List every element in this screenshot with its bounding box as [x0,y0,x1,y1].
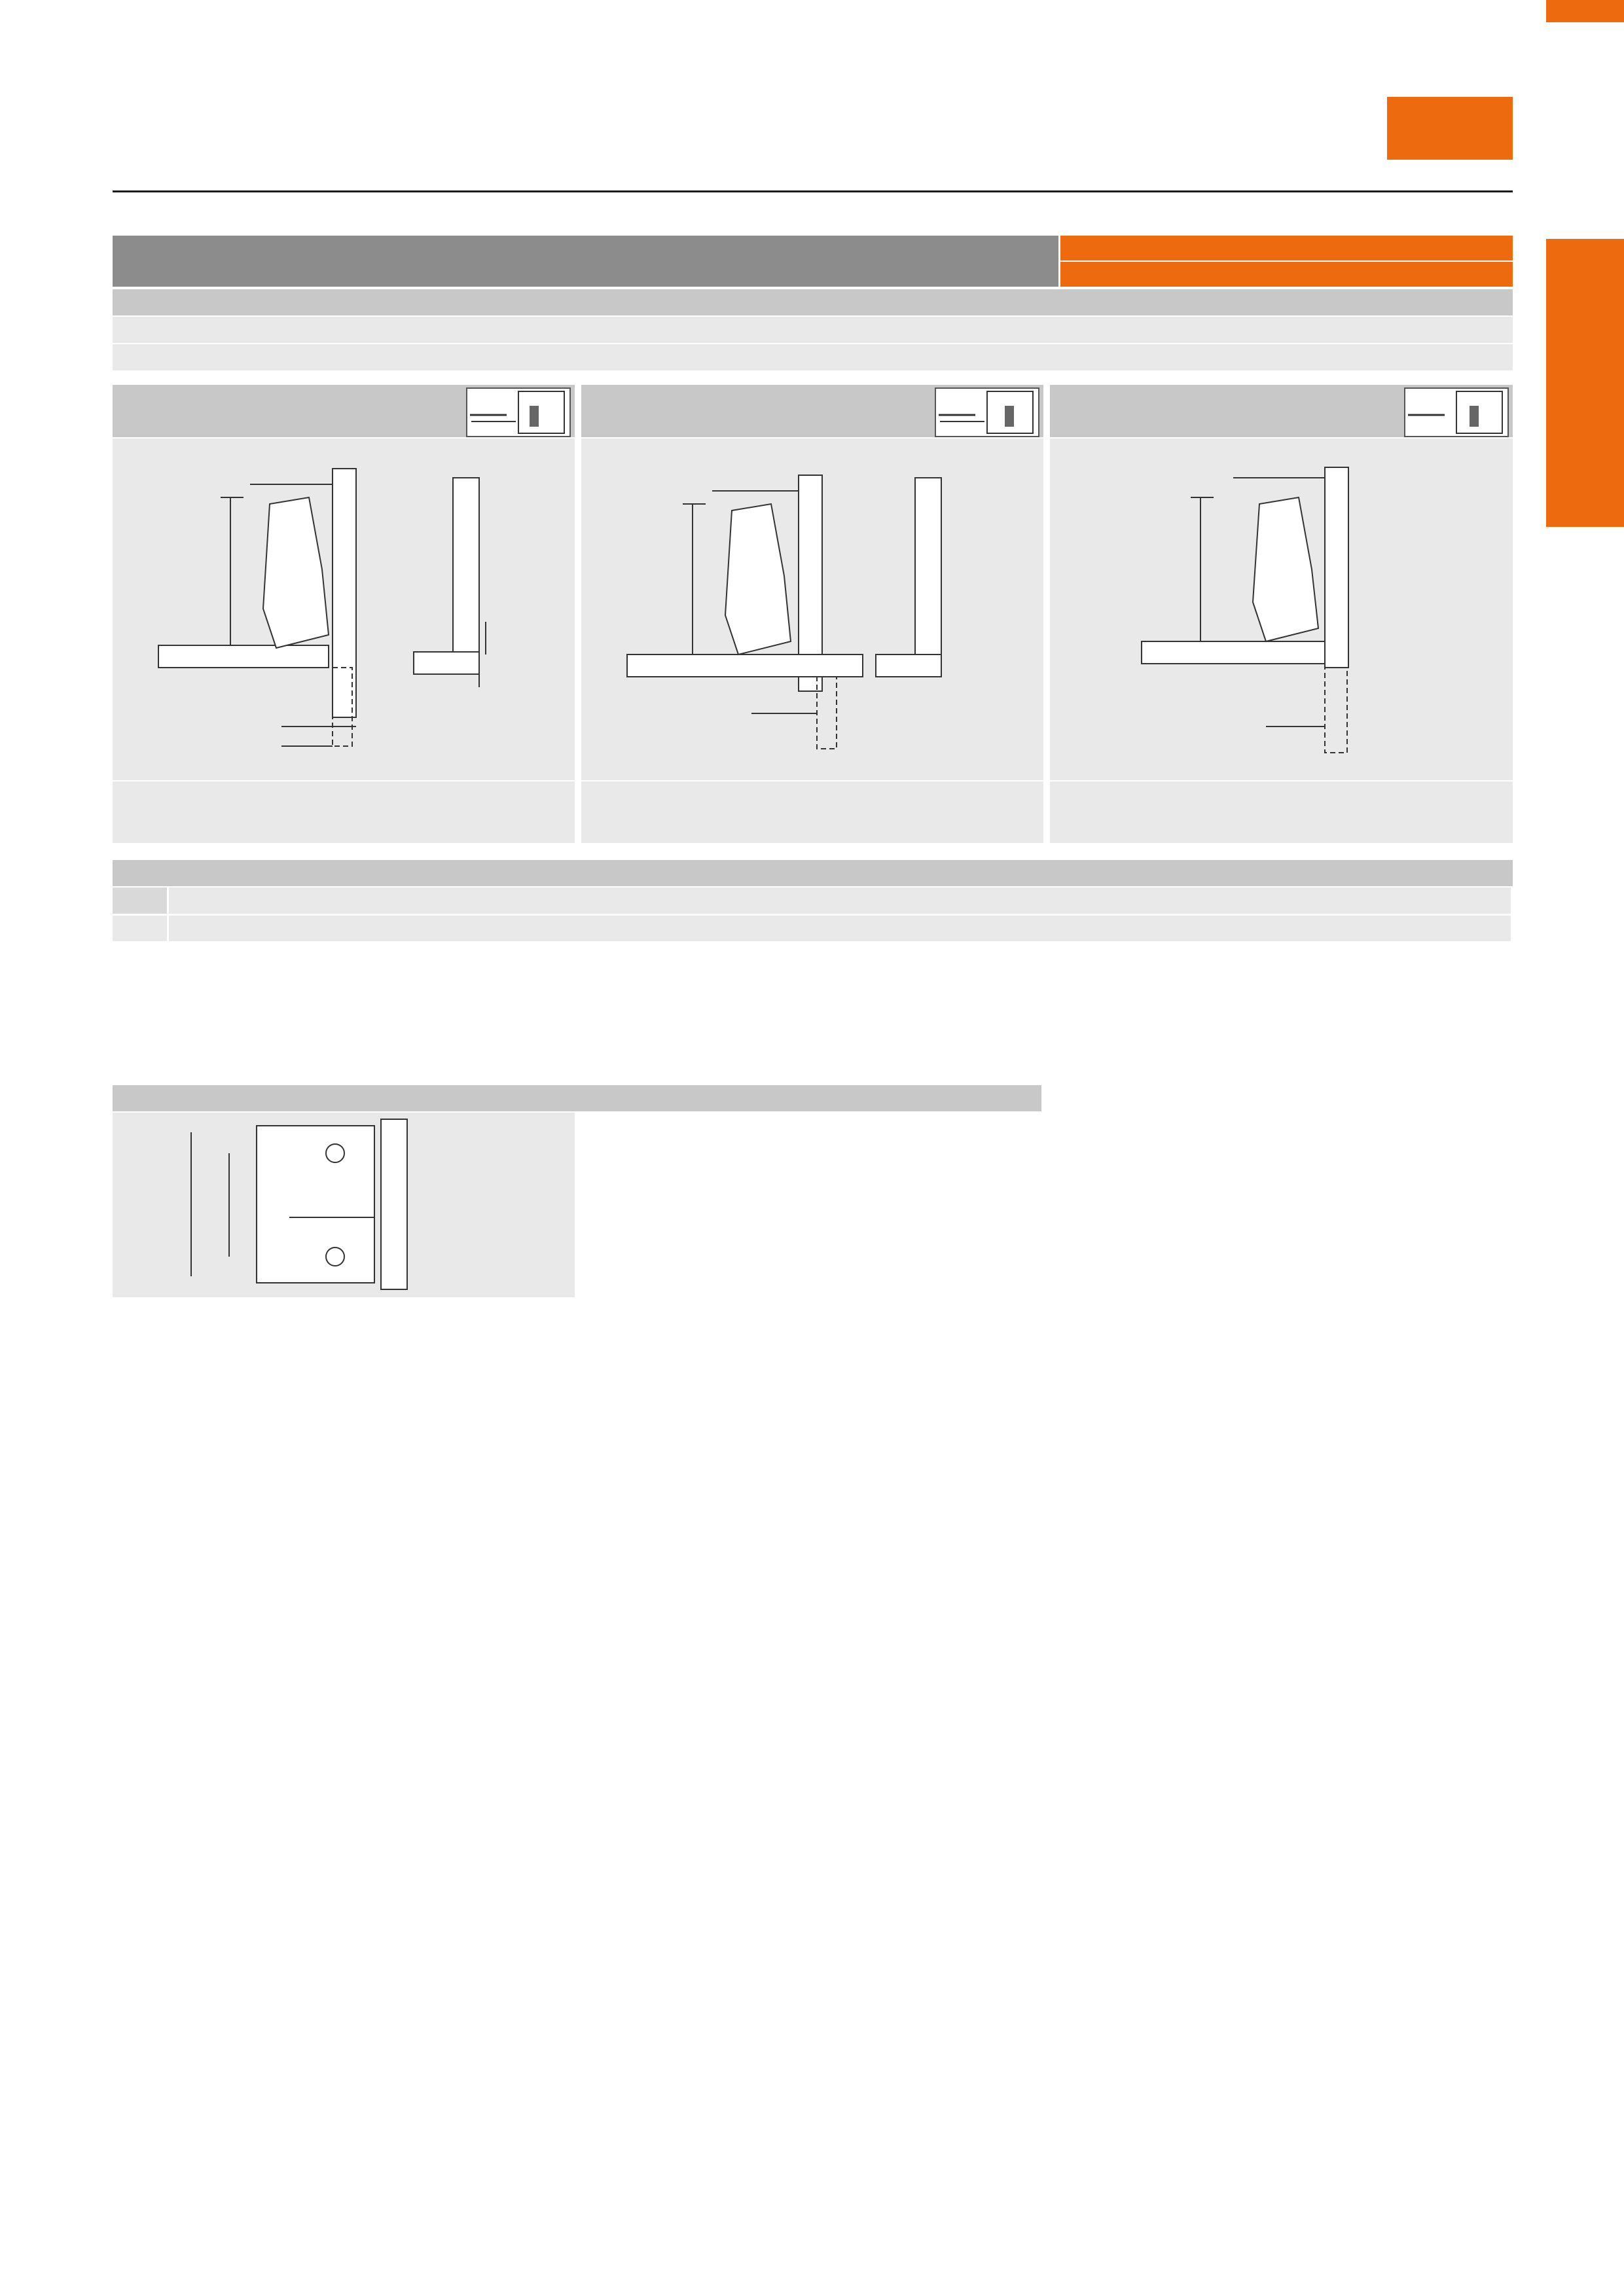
planning-label [113,289,1513,315]
web-code[interactable] [1060,262,1513,287]
web-code-label [1060,236,1513,260]
inset-legend [1050,781,1513,843]
fa-header [168,888,1512,914]
inset-icon-graphic [1405,389,1507,436]
fixing-position-table [113,888,1513,941]
top-corner-tab [1546,0,1624,22]
dual-legend [581,781,1043,843]
overlay-hinge-drawing [113,439,575,780]
blum-logo [1387,97,1513,160]
fixing-table-title [113,860,1513,886]
header-rule [113,190,1513,192]
overlay-drawing [113,439,575,780]
planning-subtitle [113,317,1513,343]
mounting-plate-drawing [113,1113,575,1297]
inset-icon [1404,387,1509,437]
fixing-footer-key [113,914,168,941]
dual-drawing [581,439,1043,780]
side-tab[interactable] [1546,239,1624,527]
planning-note [113,344,1513,370]
inset-hinge-drawing [1050,439,1513,780]
overlay-icon-graphic [467,389,569,436]
inset-drawing [1050,439,1513,780]
overlay-icon [466,387,571,437]
fixing-drawing-left [113,1113,575,1297]
fixing-position-title [113,1085,1041,1111]
section-title [113,236,1058,287]
dual-icon-graphic [936,389,1038,436]
dual-hinge-drawing [581,439,1043,780]
md-header [113,888,168,914]
dual-icon [935,387,1039,437]
fixing-footer-text [168,914,1512,941]
overlay-legend [113,781,575,843]
